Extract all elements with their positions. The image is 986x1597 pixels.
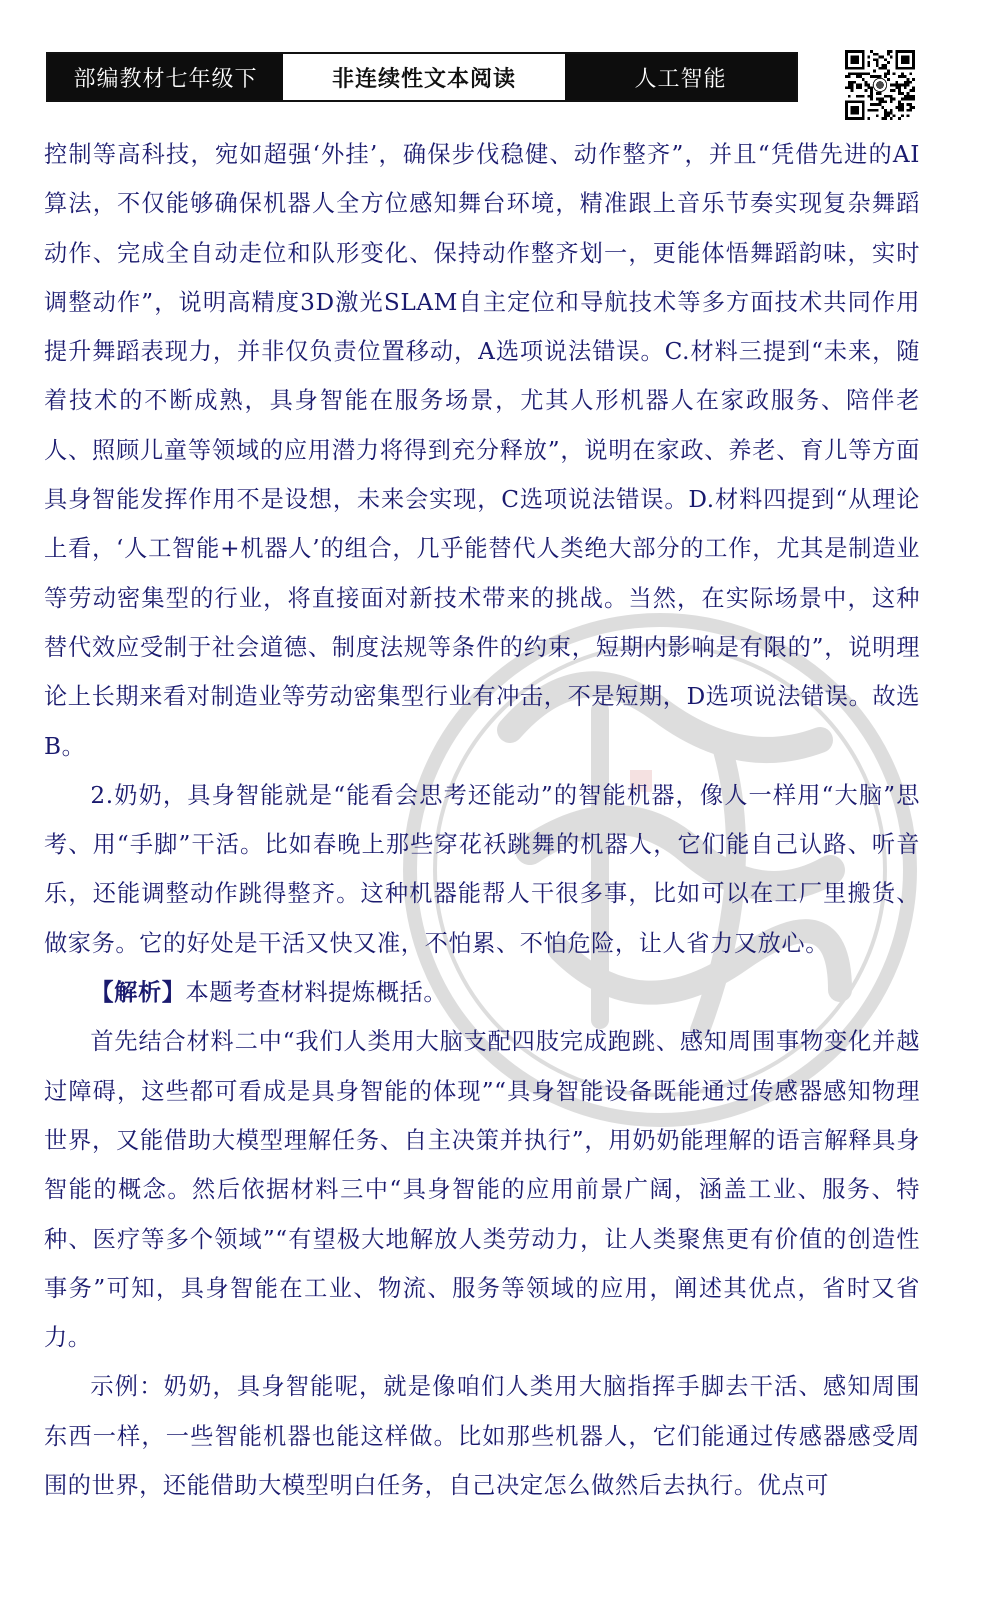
header-topic-label: 非连续性文本阅读 [283,54,565,100]
qr-code-icon[interactable] [845,50,915,120]
header-subject-label: 人工智能 [565,54,796,100]
paragraph-example: 示例：奶奶，具身智能呢，就是像咱们人类用大脑指挥手脚去干活、感知周围东西一样，一些智能机器也能这样做。比如那些机器人，它们能通过传感器感受周围的世界，还能借助大模型明白任务，自己决定怎么做然后去执行。优点可 [44,1373,920,1500]
paragraph-analysis-heading [44,968,920,1017]
analysis-intro: 本题考查材料提炼概括。 [185,979,448,1007]
paragraph-answer-2: 2.奶奶，具身智能就是“能看会思考还能动”的智能机器，像人一样用“大脑”思考、用“手脚”干活。比如春晚上那些穿花袄跳舞的机器人，它们能自己认路、听音乐，还能调整动作跳得整齐。这种机器能帮人干很多事，比如可以在工厂里搬货、做家务。它的好处是干活又快又准，不怕累、不怕危险，让人省力又放心。 [44,781,920,957]
header-bar [46,52,798,102]
paragraph-analysis-continued: 控制等高科技，宛如超强‘外挂’，确保步伐稳健、动作整齐”，并且“凭借先进的AI算法，不仅能够确保机器人全方位感知舞台环境，精准跟上音乐节奏实现复杂舞蹈动作、完成全自动走位和队形变化、保持动作整齐划一，更能体悟舞蹈韵味，实时调整动作”，说明高精度3D激光SLAM自主定位和导航技术等多方面技术共同作用提升舞蹈表现力，并非仅负责位置移动，A选项说法错误。C.材料三提到“未来，随着技术的不断成熟，具身智能在服务场景，尤其人形机器人在家政服务、陪伴老人、照顾儿童等领域的应用潜力将得到充分释放”，说明在家政、养老、育儿等方面具身智能发挥作用不是设想，未来会实现，C选项说法错误。D.材料四提到“从理论上看，‘人工智能+机器人’的组合，几乎能替代人类绝大部分的工作，尤其是制造业等劳动密集型的行业，将直接面对新技术带来的挑战。当然，在实际场景中，这种替代效应受制于社会道德、制度法规等条件的约束，短期内影响是有限的”，说明理论上长期来看对制造业等劳动密集型行业有冲击，不是短期，D选项说法错误。故选B。 [44,141,920,760]
article-body [44,130,920,1510]
paragraph-analysis-body: 首先结合材料二中“我们人类用大脑支配四肢完成跑跳、感知周围事物变化并越过障碍，这些都可看成是具身智能的体现”“具身智能设备既能通过传感器感知物理世界，又能借助大模型理解任务、自主决策并执行”，用奶奶能理解的语言解释具身智能的概念。然后依据材料三中“具身智能的应用前景广阔，涵盖工业、服务、特种、医疗等多个领域”“有望极大地解放人类劳动力，让人类聚焦更有价值的创造性事务”可知，具身智能在工业、物流、服务等领域的应用，阐述其优点，省时又省力。 [44,1028,920,1352]
header-grade-label: 部编教材七年级下 [48,54,283,100]
analysis-label: 【解析】 [90,979,186,1007]
